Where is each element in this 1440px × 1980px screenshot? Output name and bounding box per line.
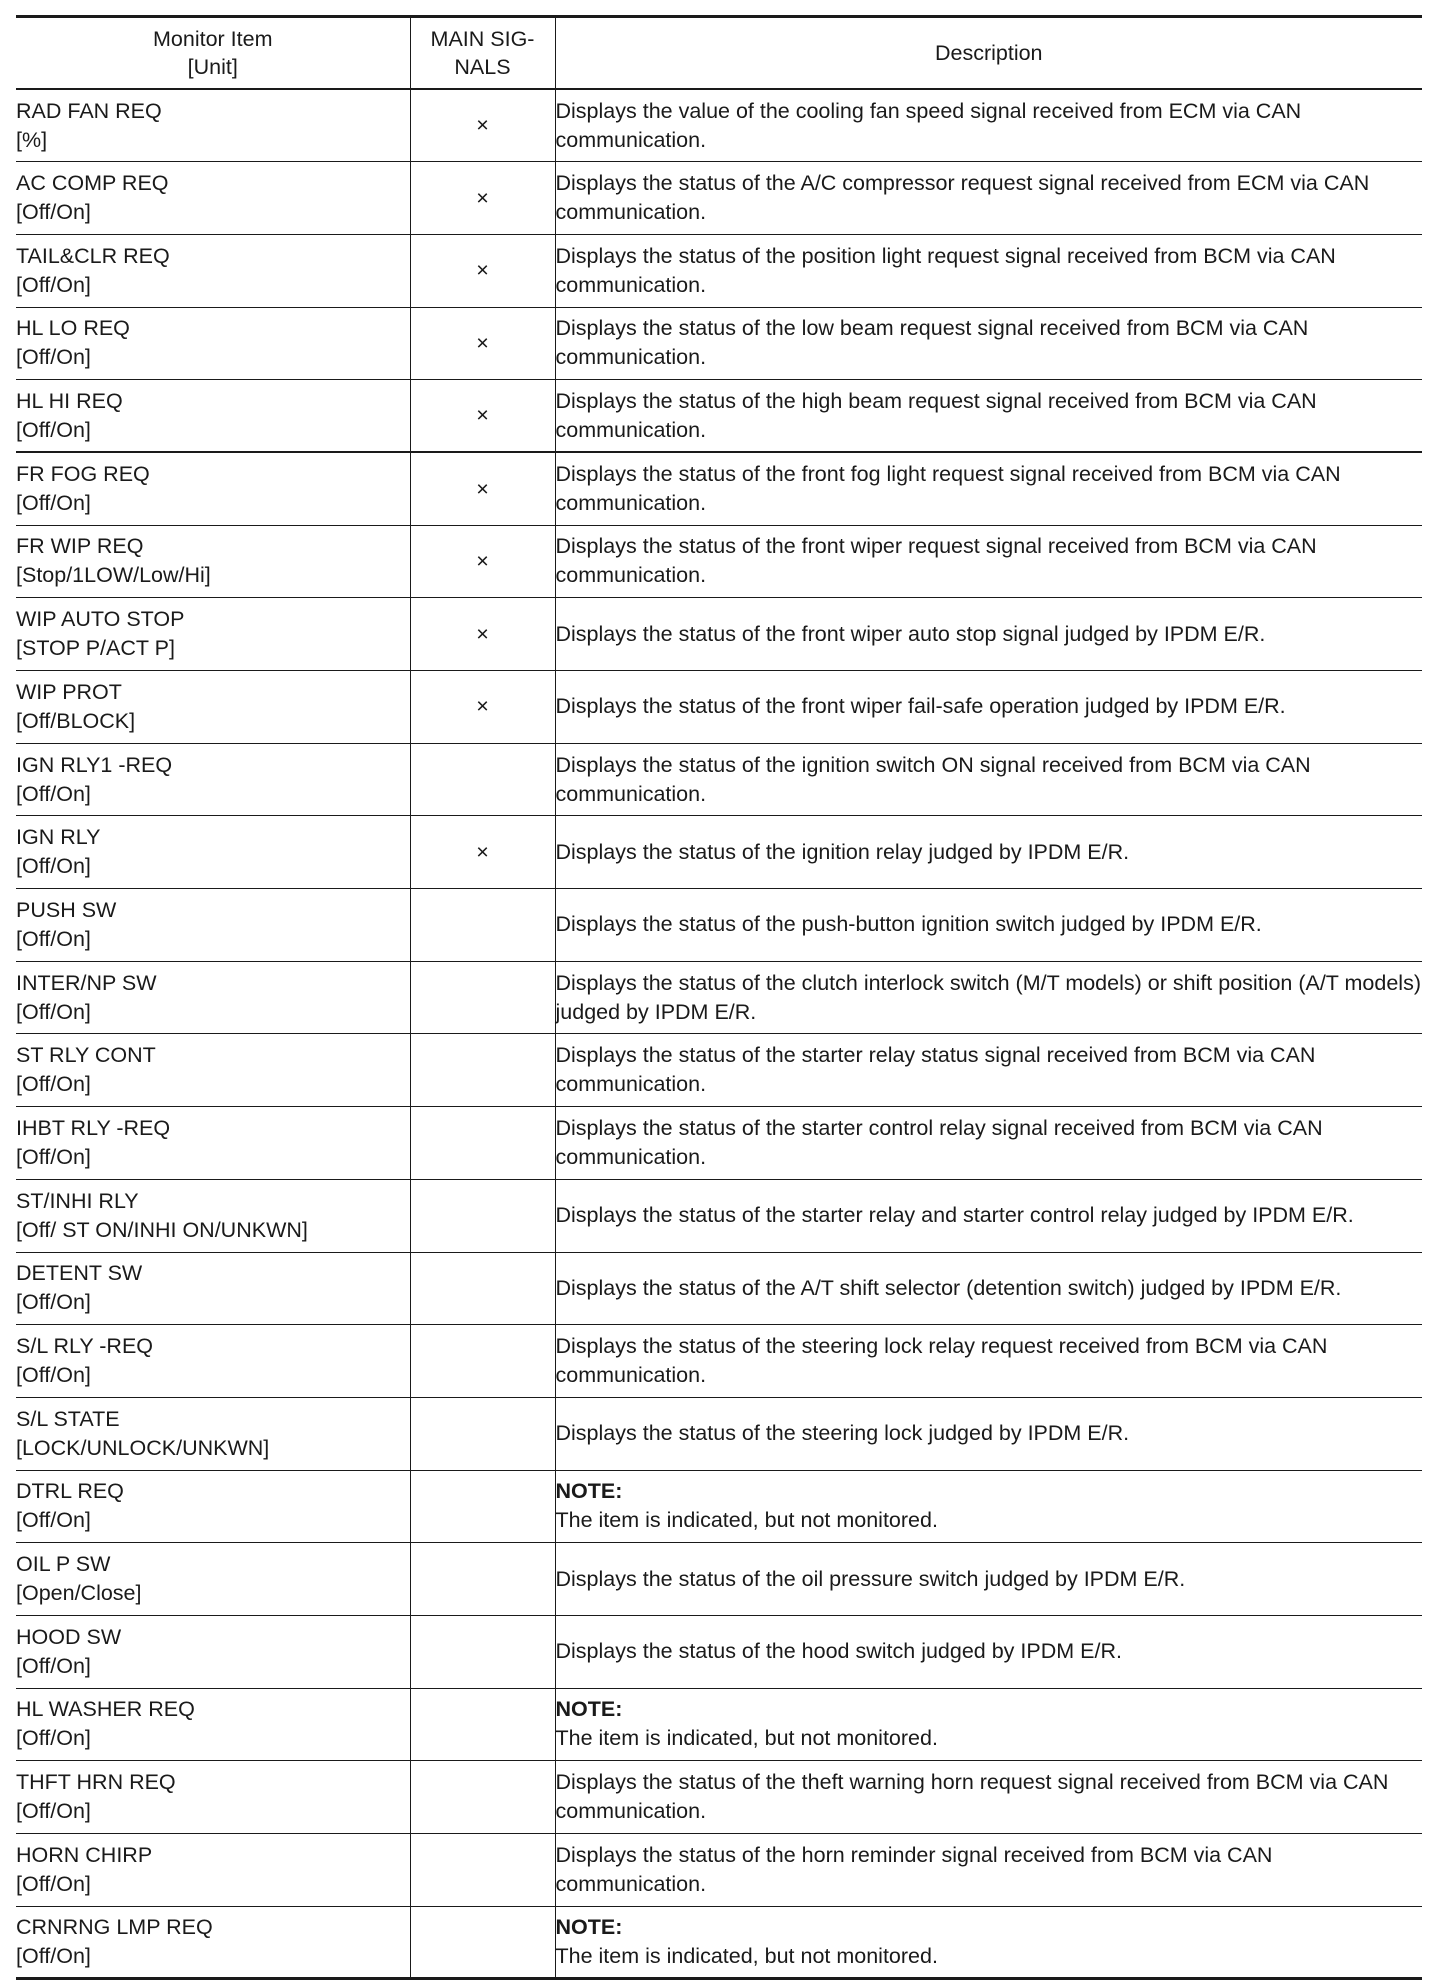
table-row xyxy=(16,380,1422,453)
description-cell xyxy=(555,1906,1422,1979)
table-row xyxy=(16,816,1422,889)
description-cell xyxy=(555,1470,1422,1543)
description-cell xyxy=(555,380,1422,453)
description-cell xyxy=(555,961,1422,1034)
description-text: Displays the status of the steering lock judged by IPDM E/R. xyxy=(555,1421,1130,1446)
monitor-item-name: S/L STATE xyxy=(16,1406,120,1431)
table-row xyxy=(16,743,1422,816)
monitor-item-cell xyxy=(16,1906,410,1979)
description-text: Displays the status of the front fog light request signal received from BCM via CAN communication. xyxy=(555,462,1341,516)
monitor-item-cell xyxy=(16,889,410,962)
table-row xyxy=(16,1034,1422,1107)
table-row xyxy=(16,234,1422,307)
table-row xyxy=(16,307,1422,380)
monitor-item-unit: [Open/Close] xyxy=(16,1581,142,1606)
monitor-item-unit: [Off/On] xyxy=(16,1871,91,1896)
monitor-item-name: ST/INHI RLY xyxy=(16,1188,139,1213)
note-text: The item is indicated, but not monitored. xyxy=(555,1944,938,1969)
main-signal-mark xyxy=(410,1034,555,1107)
monitor-item-table xyxy=(16,15,1422,1980)
monitor-item-name: FR WIP REQ xyxy=(16,534,144,559)
header-main-signals-line2: NALS xyxy=(454,55,511,79)
description-cell xyxy=(555,598,1422,671)
table-row xyxy=(16,1107,1422,1180)
description-text: Displays the status of the horn reminder signal received from BCM via CAN communication. xyxy=(555,1842,1273,1896)
description-text: Displays the status of the front wiper request signal received from BCM via CAN communication. xyxy=(555,534,1317,588)
monitor-item-cell xyxy=(16,1834,410,1907)
main-signal-mark: × xyxy=(410,525,555,598)
monitor-item-cell xyxy=(16,162,410,235)
table-body xyxy=(16,89,1422,1979)
monitor-item-name: INTER/NP SW xyxy=(16,970,157,995)
description-cell xyxy=(555,743,1422,816)
monitor-item-name: FR FOG REQ xyxy=(16,462,150,487)
table-row xyxy=(16,1470,1422,1543)
monitor-item-unit: [Stop/1LOW/Low/Hi] xyxy=(16,563,211,588)
monitor-item-cell xyxy=(16,671,410,744)
monitor-item-cell xyxy=(16,1543,410,1616)
header-main-signals-line1: MAIN SIG- xyxy=(430,27,535,51)
table-row xyxy=(16,1834,1422,1907)
main-signal-mark xyxy=(410,1107,555,1180)
description-cell xyxy=(555,671,1422,744)
description-text: Displays the status of the push-button ignition switch judged by IPDM E/R. xyxy=(555,912,1262,937)
table-row xyxy=(16,1325,1422,1398)
monitor-item-name: HOOD SW xyxy=(16,1624,122,1649)
monitor-item-cell xyxy=(16,1325,410,1398)
table-row xyxy=(16,961,1422,1034)
description-cell xyxy=(555,889,1422,962)
monitor-item-name: HL HI REQ xyxy=(16,388,123,413)
monitor-item-name: TAIL&CLR REQ xyxy=(16,243,170,268)
description-text: Displays the status of the starter control relay signal received from BCM via CAN communication. xyxy=(555,1115,1323,1169)
monitor-item-cell xyxy=(16,1615,410,1688)
description-text: Displays the status of the ignition switch ON signal received from BCM via CAN communication. xyxy=(555,752,1311,806)
main-signal-mark xyxy=(410,1834,555,1907)
main-signal-mark xyxy=(410,1470,555,1543)
main-signal-mark xyxy=(410,1688,555,1761)
monitor-item-cell xyxy=(16,234,410,307)
description-cell xyxy=(555,1325,1422,1398)
note-text: The item is indicated, but not monitored. xyxy=(555,1508,938,1533)
description-cell xyxy=(555,1179,1422,1252)
main-signal-mark xyxy=(410,1397,555,1470)
monitor-item-name: ST RLY CONT xyxy=(16,1043,156,1068)
header-monitor-item xyxy=(16,17,410,90)
main-signal-mark: × xyxy=(410,162,555,235)
monitor-item-name: IHBT RLY -REQ xyxy=(16,1115,171,1140)
header-description-label: Description xyxy=(934,41,1043,65)
monitor-item-cell xyxy=(16,1761,410,1834)
monitor-item-name: DETENT SW xyxy=(16,1261,143,1286)
monitor-item-name: DTRL REQ xyxy=(16,1479,124,1504)
table-row xyxy=(16,1615,1422,1688)
note-text: The item is indicated, but not monitored. xyxy=(555,1726,938,1751)
table-header-row xyxy=(16,17,1422,90)
table-row xyxy=(16,525,1422,598)
monitor-item-cell xyxy=(16,1470,410,1543)
monitor-item-unit: [Off/On] xyxy=(16,417,91,442)
description-text: Displays the value of the cooling fan speed signal received from ECM via CAN communication. xyxy=(555,98,1302,152)
monitor-item-unit: [Off/On] xyxy=(16,1290,91,1315)
description-text: Displays the status of the high beam request signal received from BCM via CAN communication. xyxy=(555,388,1317,442)
description-text: Displays the status of the starter relay and starter control relay judged by IPDM E/R. xyxy=(555,1203,1354,1228)
monitor-item-unit: [Off/On] xyxy=(16,1799,91,1824)
monitor-item-name: CRNRNG LMP REQ xyxy=(16,1915,213,1940)
description-text: Displays the status of the hood switch judged by IPDM E/R. xyxy=(555,1639,1122,1664)
main-signal-mark: × xyxy=(410,452,555,525)
table-row xyxy=(16,1397,1422,1470)
monitor-item-name: IGN RLY xyxy=(16,825,101,850)
monitor-item-name: PUSH SW xyxy=(16,897,117,922)
monitor-item-name: S/L RLY -REQ xyxy=(16,1334,154,1359)
main-signal-mark xyxy=(410,1325,555,1398)
description-text: Displays the status of the oil pressure switch judged by IPDM E/R. xyxy=(555,1566,1186,1591)
main-signal-mark xyxy=(410,1179,555,1252)
note-label: NOTE: xyxy=(555,1479,623,1504)
description-text: Displays the status of the clutch interlock switch (M/T models) or shift position (A/T models) judged by IPDM E/R. xyxy=(555,970,1421,1024)
table-row xyxy=(16,89,1422,162)
description-cell xyxy=(555,1688,1422,1761)
monitor-item-name: OIL P SW xyxy=(16,1552,111,1577)
main-signal-mark: × xyxy=(410,89,555,162)
description-cell xyxy=(555,1252,1422,1325)
description-text: Displays the status of the ignition relay judged by IPDM E/R. xyxy=(555,839,1130,864)
main-signal-mark xyxy=(410,743,555,816)
table-row xyxy=(16,1252,1422,1325)
monitor-item-cell xyxy=(16,816,410,889)
header-main-signals xyxy=(410,17,555,90)
table-row xyxy=(16,1688,1422,1761)
main-signal-mark xyxy=(410,1543,555,1616)
monitor-item-unit: [Off/ ST ON/INHI ON/UNKWN] xyxy=(16,1217,308,1242)
description-cell xyxy=(555,162,1422,235)
main-signal-mark xyxy=(410,889,555,962)
monitor-item-name: HL LO REQ xyxy=(16,316,130,341)
main-signal-mark xyxy=(410,1761,555,1834)
description-cell xyxy=(555,89,1422,162)
description-cell xyxy=(555,816,1422,889)
description-text: Displays the status of the front wiper fail-safe operation judged by IPDM E/R. xyxy=(555,694,1286,719)
description-text: Displays the status of the position light request signal received from BCM via CAN communication. xyxy=(555,243,1336,297)
monitor-item-cell xyxy=(16,1252,410,1325)
table-row xyxy=(16,1179,1422,1252)
main-signal-mark: × xyxy=(410,234,555,307)
monitor-item-name: THFT HRN REQ xyxy=(16,1770,176,1795)
monitor-item-unit: [Off/On] xyxy=(16,999,91,1024)
monitor-item-unit: [Off/On] xyxy=(16,1726,91,1751)
monitor-item-cell xyxy=(16,307,410,380)
description-text: Displays the status of the A/C compressor request signal received from ECM via CAN communication. xyxy=(555,171,1370,225)
monitor-item-cell xyxy=(16,1034,410,1107)
monitor-item-unit: [Off/On] xyxy=(16,491,91,516)
monitor-item-unit: [Off/On] xyxy=(16,781,91,806)
description-text: Displays the status of the theft warning horn request signal received from BCM via CAN communication. xyxy=(555,1770,1389,1824)
header-monitor-item-label: Monitor Item xyxy=(153,27,273,51)
monitor-item-name: WIP AUTO STOP xyxy=(16,607,185,632)
main-signal-mark xyxy=(410,1906,555,1979)
monitor-item-cell xyxy=(16,89,410,162)
monitor-item-name: WIP PROT xyxy=(16,679,122,704)
monitor-item-name: HORN CHIRP xyxy=(16,1842,153,1867)
main-signal-mark: × xyxy=(410,380,555,453)
monitor-item-unit: [Off/On] xyxy=(16,1072,91,1097)
header-description xyxy=(555,17,1422,90)
monitor-item-unit: [LOCK/UNLOCK/UNKWN] xyxy=(16,1435,270,1460)
description-cell xyxy=(555,1615,1422,1688)
description-text: Displays the status of the steering lock relay request received from BCM via CAN communication. xyxy=(555,1334,1328,1388)
monitor-item-unit: [Off/On] xyxy=(16,1144,91,1169)
description-cell xyxy=(555,1543,1422,1616)
monitor-item-cell xyxy=(16,380,410,453)
monitor-item-unit: [Off/On] xyxy=(16,1944,91,1969)
description-cell xyxy=(555,452,1422,525)
monitor-item-cell xyxy=(16,1179,410,1252)
main-signal-mark xyxy=(410,961,555,1034)
monitor-item-unit: [Off/On] xyxy=(16,1508,91,1533)
monitor-item-unit: [Off/On] xyxy=(16,1653,91,1678)
main-signal-mark xyxy=(410,1252,555,1325)
table-row xyxy=(16,671,1422,744)
monitor-item-cell xyxy=(16,598,410,671)
description-cell xyxy=(555,1397,1422,1470)
main-signal-mark xyxy=(410,1615,555,1688)
monitor-item-cell xyxy=(16,1397,410,1470)
monitor-item-unit: [Off/On] xyxy=(16,1363,91,1388)
monitor-item-unit: [Off/On] xyxy=(16,345,91,370)
monitor-table-page xyxy=(16,15,1422,1980)
table-row xyxy=(16,1906,1422,1979)
main-signal-mark: × xyxy=(410,307,555,380)
description-cell xyxy=(555,525,1422,598)
description-text: Displays the status of the A/T shift selector (detention switch) judged by IPDM E/R. xyxy=(555,1275,1342,1300)
monitor-item-unit: [Off/BLOCK] xyxy=(16,708,136,733)
table-row xyxy=(16,598,1422,671)
main-signal-mark: × xyxy=(410,671,555,744)
monitor-item-unit: [Off/On] xyxy=(16,926,91,951)
monitor-item-unit: [Off/On] xyxy=(16,854,91,879)
monitor-item-cell xyxy=(16,452,410,525)
description-text: Displays the status of the front wiper auto stop signal judged by IPDM E/R. xyxy=(555,621,1266,646)
table-row xyxy=(16,889,1422,962)
main-signal-mark: × xyxy=(410,598,555,671)
header-unit-label: [Unit] xyxy=(187,55,238,79)
monitor-item-name: HL WASHER REQ xyxy=(16,1697,195,1722)
monitor-item-cell xyxy=(16,1688,410,1761)
description-cell xyxy=(555,1107,1422,1180)
table-row xyxy=(16,452,1422,525)
monitor-item-unit: [Off/On] xyxy=(16,272,91,297)
description-cell xyxy=(555,1834,1422,1907)
monitor-item-name: AC COMP REQ xyxy=(16,171,169,196)
description-text: Displays the status of the low beam request signal received from BCM via CAN communication. xyxy=(555,316,1309,370)
monitor-item-cell xyxy=(16,743,410,816)
note-label: NOTE: xyxy=(555,1697,623,1722)
monitor-item-cell xyxy=(16,525,410,598)
note-label: NOTE: xyxy=(555,1915,623,1940)
description-cell xyxy=(555,234,1422,307)
monitor-item-unit: [STOP P/ACT P] xyxy=(16,636,175,661)
table-row xyxy=(16,162,1422,235)
description-cell xyxy=(555,1034,1422,1107)
monitor-item-unit: [Off/On] xyxy=(16,200,91,225)
monitor-item-name: IGN RLY1 -REQ xyxy=(16,752,173,777)
description-text: Displays the status of the starter relay status signal received from BCM via CAN communication. xyxy=(555,1043,1316,1097)
monitor-item-unit: [%] xyxy=(16,127,48,152)
description-cell xyxy=(555,307,1422,380)
table-row xyxy=(16,1761,1422,1834)
monitor-item-cell xyxy=(16,1107,410,1180)
monitor-item-cell xyxy=(16,961,410,1034)
monitor-item-name: RAD FAN REQ xyxy=(16,98,162,123)
table-row xyxy=(16,1543,1422,1616)
description-cell xyxy=(555,1761,1422,1834)
main-signal-mark: × xyxy=(410,816,555,889)
